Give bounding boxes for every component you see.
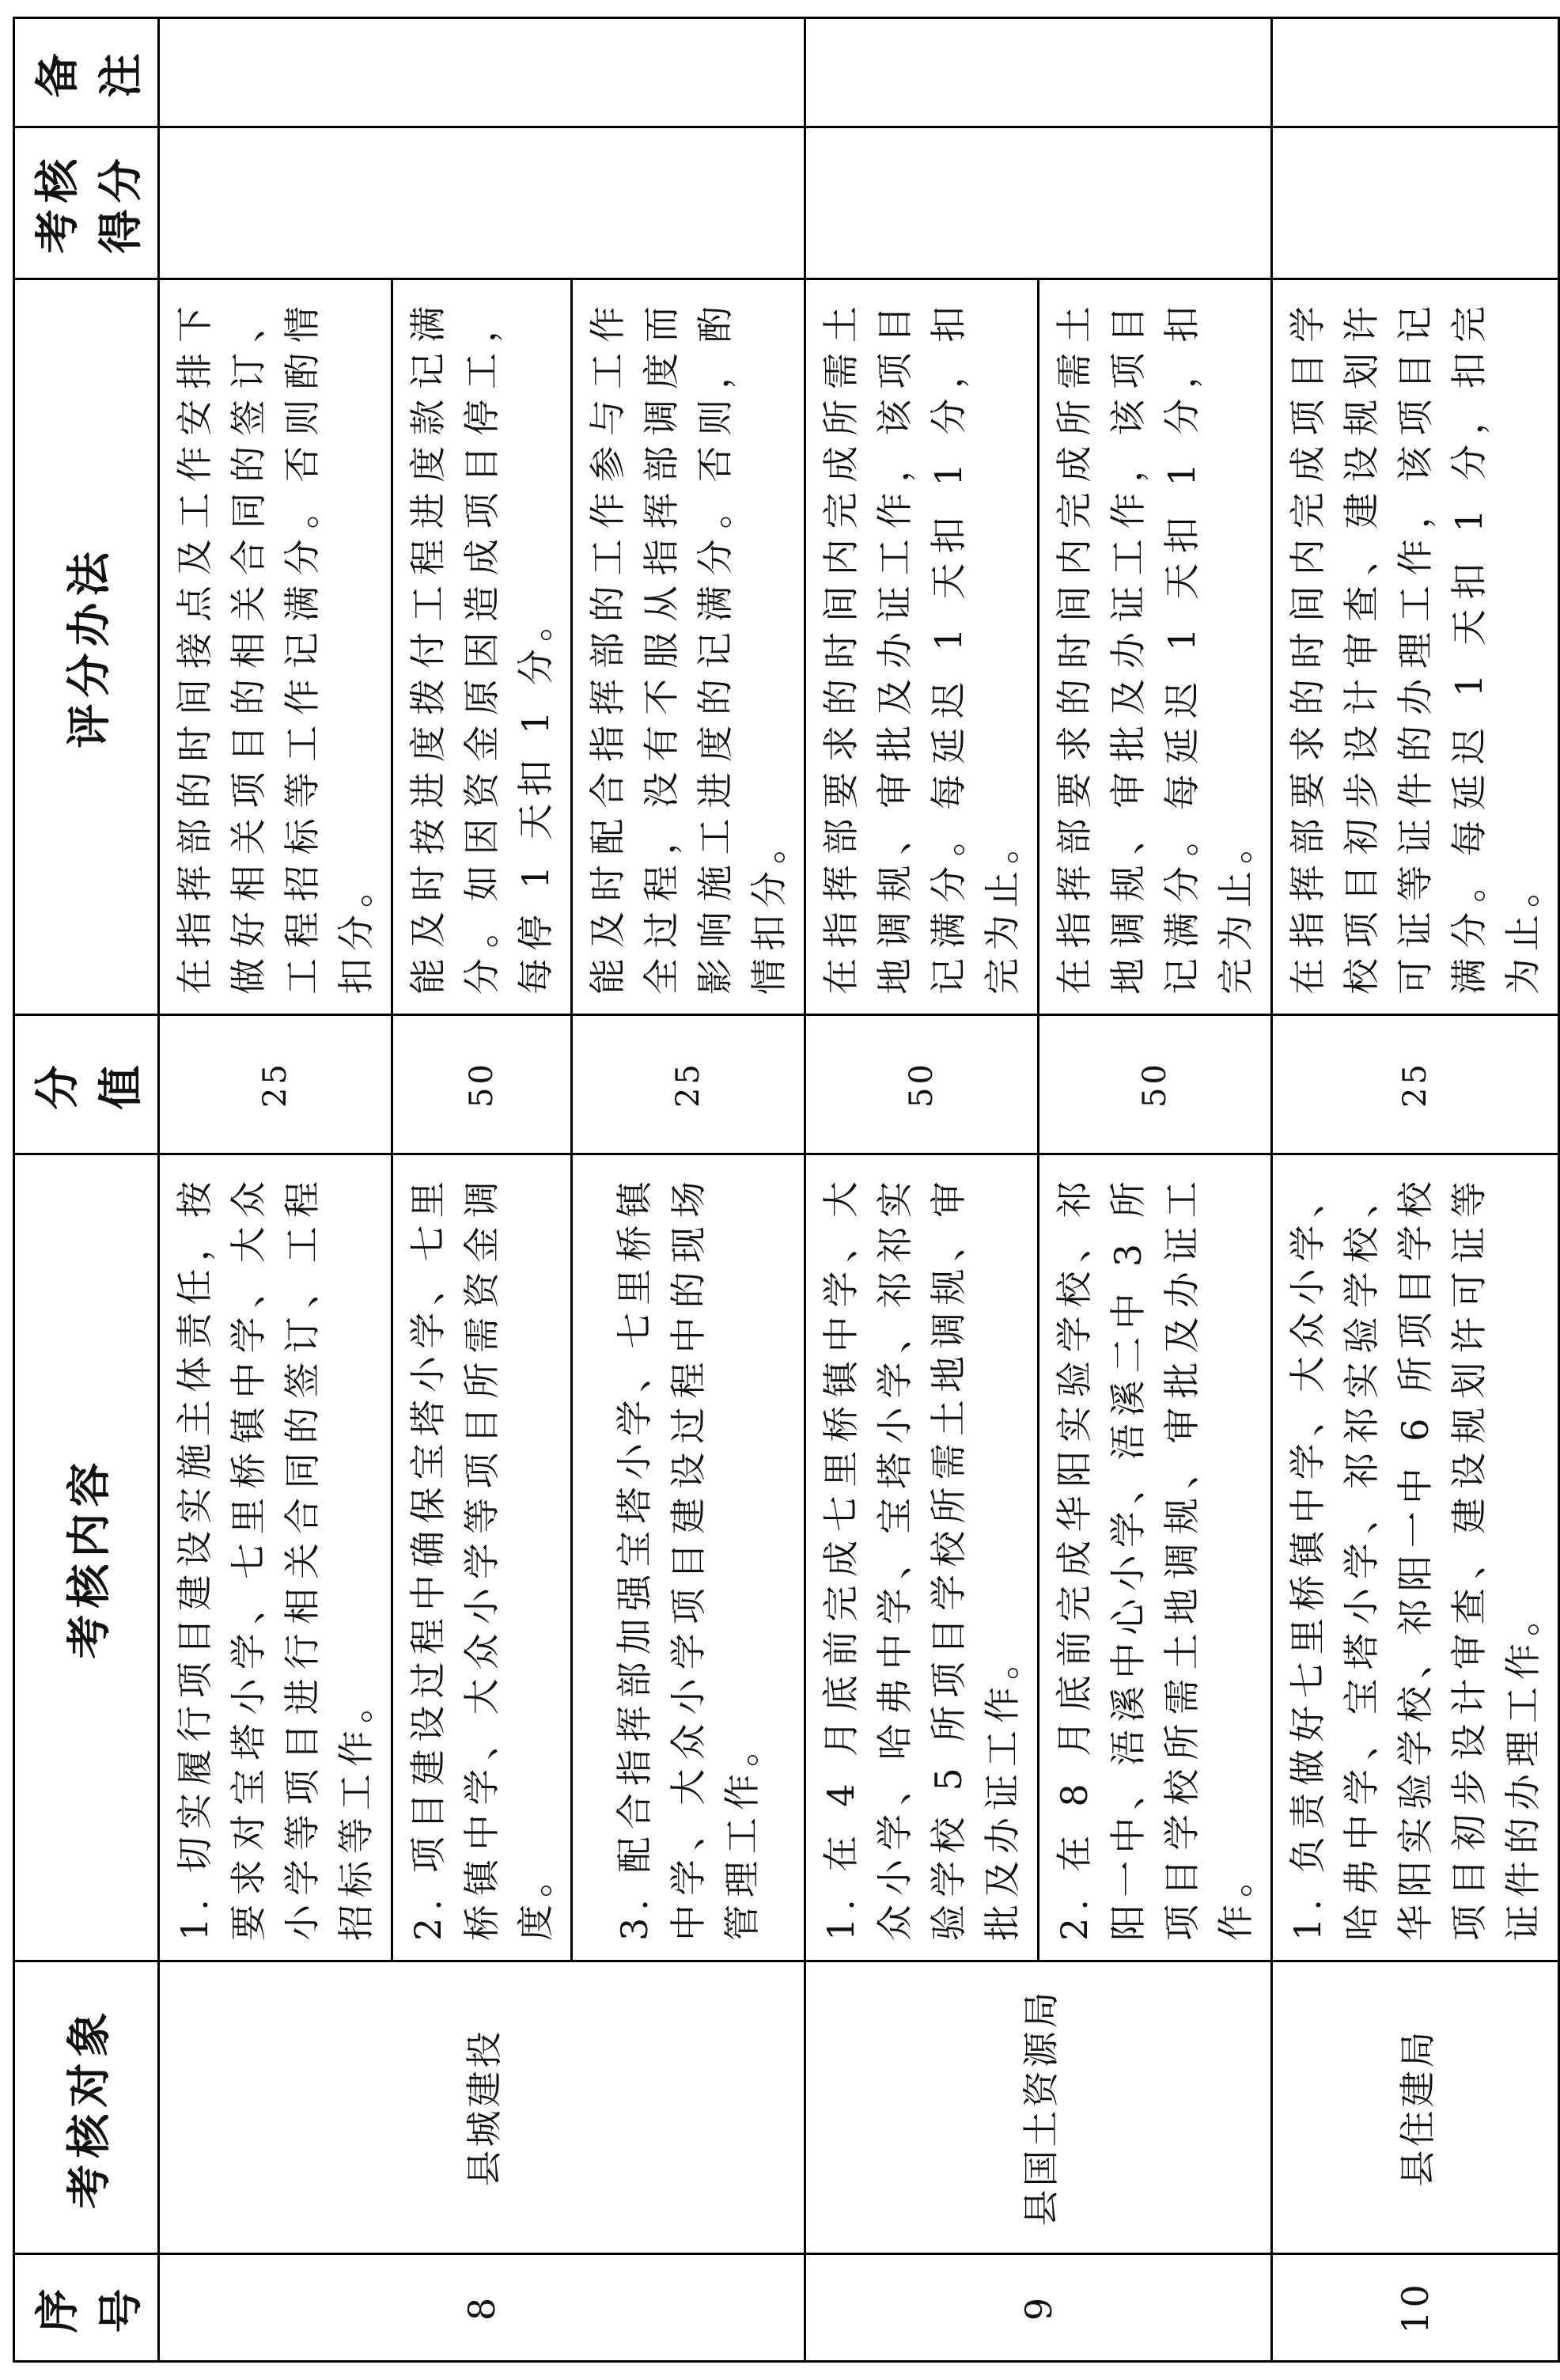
row-method: 能及时配合指挥部的工作参与工作全过程，没有不服从指挥部调度而影响施工进度的记满分。否则，酌情扣分。: [572, 279, 805, 1015]
header-method: 评分办法: [14, 279, 159, 1015]
remarks-cell[interactable]: [1272, 18, 1559, 127]
table-row: [159, 18, 392, 2362]
table-row: [1272, 18, 1559, 2362]
header-row: [14, 18, 159, 2362]
row-content: 2. 在 8 月底前完成华阳实验学校、祁阳一中、浯溪中心小学、浯溪二中 3 所项目学校所需土地调规、审批及办证工作。: [1039, 1154, 1272, 1961]
row-content: 2. 项目建设过程中确保宝塔小学、七里桥镇中学、大众小学等项目所需资金调度。: [392, 1154, 572, 1961]
header-remarks: 备注: [14, 18, 159, 127]
row-points: 25: [1272, 1015, 1559, 1154]
row-content: 3. 配合指挥部加强宝塔小学、七里桥镇中学、大众小学项目建设过程中的现场管理工作。: [572, 1154, 805, 1961]
remarks-cell[interactable]: [159, 18, 805, 127]
row-points: 50: [392, 1015, 572, 1154]
row-content: 1. 切实履行项目建设实施主体责任，按要求对宝塔小学、七里桥镇中学、大众小学等项目进行相关合同的签订、工程招标等工作。: [159, 1154, 392, 1961]
table-row: [805, 18, 1039, 2362]
row-content: 1. 在 4 月底前完成七里桥镇中学、大众小学、哈弗中学、宝塔小学、祁祁实验学校 5 所项目学校所需土地调规、审批及办证工作。: [805, 1154, 1039, 1961]
header-score: 考核得分: [14, 127, 159, 279]
row-method: 在指挥部要求的时间内完成所需土地调规、审批及办证工作，该项目记满分。每延迟 1 天扣 1 分，扣完为止。: [1039, 279, 1272, 1015]
row-content: 1. 负责做好七里桥镇中学、大众小学、哈弗中学、宝塔小学、祁祁实验学校、华阳实验学校、祁阳一中 6 所项目学校项目初步设计审查、建设规划许可证等证件的办理工作。: [1272, 1154, 1559, 1961]
row-method: 能及时按进度拨付工程进度款记满分。如因资金原因造成项目停工，每停 1 天扣 1 分。: [392, 279, 572, 1015]
row-seq: 10: [1272, 2254, 1559, 2362]
score-cell[interactable]: [159, 127, 805, 279]
row-points: 25: [572, 1015, 805, 1154]
row-target: 县城建投: [159, 1961, 805, 2254]
score-cell[interactable]: [1272, 127, 1559, 279]
row-seq: 8: [159, 2254, 805, 2362]
remarks-cell[interactable]: [805, 18, 1272, 127]
row-seq: 9: [805, 2254, 1272, 2362]
header-points: 分值: [14, 1015, 159, 1154]
row-target: 县住建局: [1272, 1961, 1559, 2254]
header-target: 考核对象: [14, 1961, 159, 2254]
header-seq: 序号: [14, 2254, 159, 2362]
row-method: 在指挥部要求的时间内完成所需土地调规、审批及办证工作，该项目记满分。每延迟 1 天扣 1 分，扣完为止。: [805, 279, 1039, 1015]
row-points: 25: [159, 1015, 392, 1154]
row-method: 在指挥部要求的时间内完成项目学校项目初步设计审查、建设规划许可证等证件的办理工作，该项目记满分。每延迟 1 天扣 1 分，扣完为止。: [1272, 279, 1559, 1015]
row-points: 50: [1039, 1015, 1272, 1154]
header-content: 考核内容: [14, 1154, 159, 1961]
row-target: 县国土资源局: [805, 1961, 1272, 2254]
assessment-table: [13, 17, 1560, 2363]
score-cell[interactable]: [805, 127, 1272, 279]
row-method: 在指挥部的时间接点及工作安排下做好相关项目的相关合同的签订、工程招标等工作记满分。否则酌情扣分。: [159, 279, 392, 1015]
row-points: 50: [805, 1015, 1039, 1154]
